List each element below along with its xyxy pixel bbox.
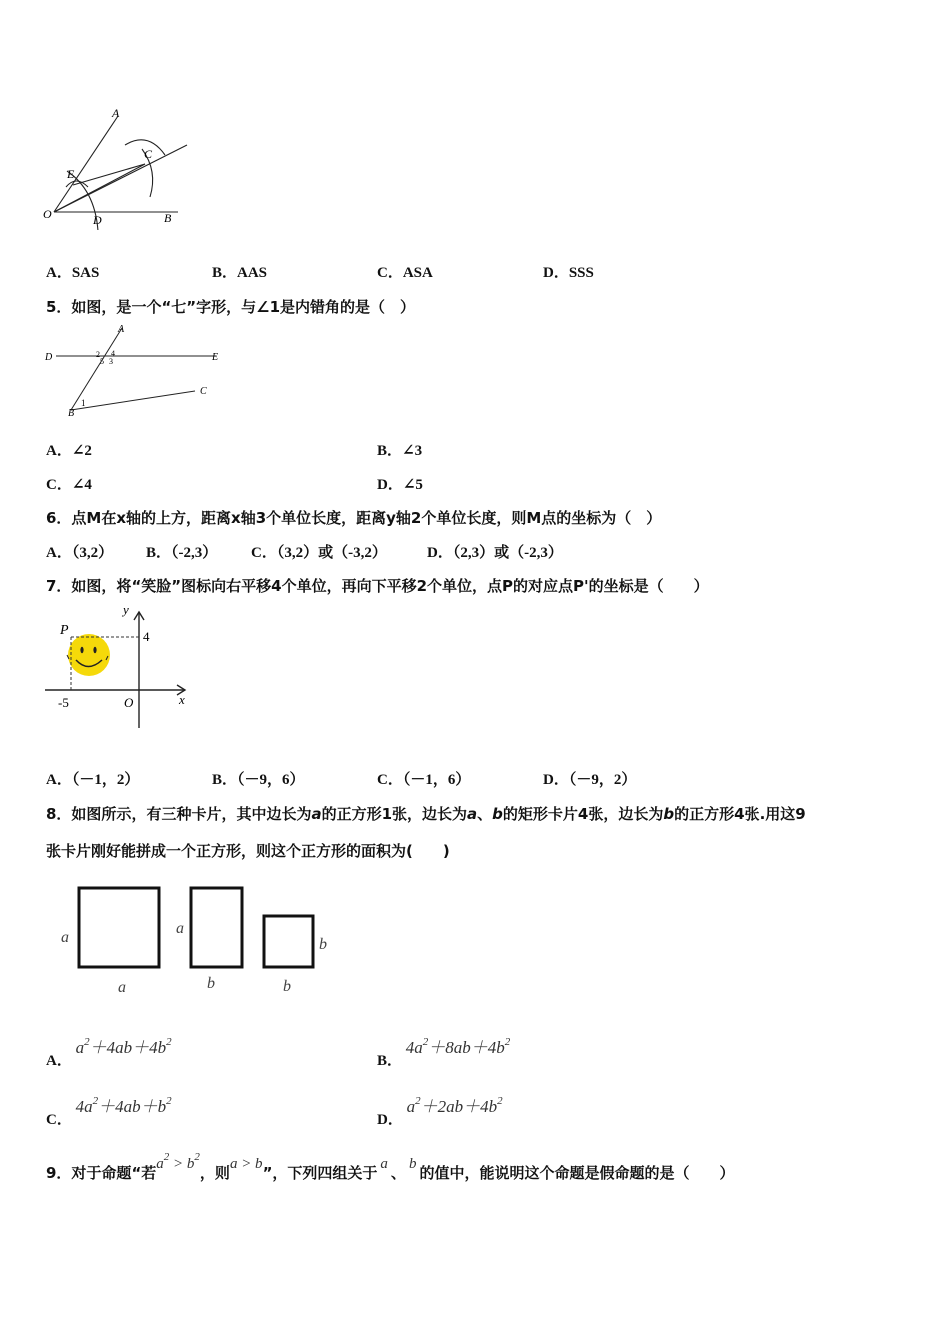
option-text: ∠5: [402, 477, 423, 493]
smiley-right-eye: [93, 647, 96, 653]
option-text: SAS: [71, 265, 100, 281]
card-square-b: [264, 916, 313, 967]
smiley-face: [68, 634, 110, 676]
exp: 2: [84, 1036, 90, 1048]
option-letter: D．: [377, 1112, 403, 1128]
term: a: [406, 1097, 416, 1116]
term: ＋4ab＋b: [98, 1097, 167, 1116]
var-a: a: [467, 805, 478, 823]
term: ＋4ab＋4b: [89, 1038, 167, 1057]
q4-option-c[interactable]: [377, 261, 433, 282]
option-letter: B．: [146, 545, 172, 561]
label-b-bottom: b: [283, 978, 291, 995]
exp: 2: [166, 1036, 172, 1048]
label-4: 4: [143, 629, 150, 644]
q8-question-line2: 张卡片刚好能拼成一个正方形，则这个正方形的面积为( ): [46, 842, 450, 860]
term: > b: [169, 1156, 195, 1172]
q7-figure: [40, 600, 200, 730]
option-formula: [76, 1038, 172, 1057]
option-text: ∠2: [71, 443, 92, 459]
exp: 2: [415, 1095, 421, 1107]
q8-text: 的正方形4张.用这9: [674, 805, 806, 823]
q8-option-c[interactable]: [46, 1092, 172, 1128]
exp: 2: [163, 1151, 170, 1163]
var-a: a: [311, 805, 322, 823]
label-x: x: [179, 692, 185, 707]
option-text: ∠4: [71, 477, 92, 493]
q6-question: 6．点M在x轴的上方，距离x轴3个单位长度，距离y轴2个单位长度，则M点的坐标为（ ）: [46, 509, 662, 527]
q7-option-c[interactable]: [377, 768, 470, 789]
option-letter: B．: [377, 443, 403, 459]
q9-text: ”，下列四组关于: [262, 1164, 378, 1182]
option-letter: D．: [377, 477, 403, 493]
q7-option-a[interactable]: [46, 768, 139, 789]
angle-5: 5: [100, 357, 104, 366]
option-letter: A．: [46, 772, 72, 788]
option-text: （-2,3）: [171, 545, 218, 561]
q8-text: 的正方形1张，边长为: [321, 805, 468, 823]
option-text: （－1，6）: [402, 772, 471, 788]
option-letter: D．: [543, 772, 569, 788]
q6-option-b[interactable]: [146, 541, 217, 562]
angle-2: 2: [96, 350, 100, 359]
option-letter: C．: [251, 545, 277, 561]
label-e: E: [67, 167, 75, 181]
q4-option-b[interactable]: [212, 261, 267, 282]
smiley-left-eye: [80, 647, 83, 653]
option-formula: [407, 1097, 503, 1116]
q9-text: 9．对于命题“若: [46, 1164, 157, 1182]
line-ba: [71, 328, 122, 410]
q6-option-d[interactable]: [427, 541, 563, 562]
label-a: A: [112, 106, 120, 120]
option-letter: B．: [212, 265, 238, 281]
label-b: B: [164, 211, 172, 225]
option-text: （－1，2）: [71, 772, 140, 788]
option-formula: [406, 1038, 511, 1057]
option-letter: D．: [543, 265, 569, 281]
q5-option-a[interactable]: [46, 439, 92, 460]
q9-text: ，则: [199, 1164, 230, 1182]
option-text: （2,3）或（-2,3）: [452, 545, 563, 561]
option-text: ASA: [402, 265, 433, 281]
label-a: A: [118, 324, 125, 335]
option-text: （－9，2）: [568, 772, 637, 788]
q9-text: 、: [390, 1164, 406, 1182]
var-b: b: [492, 805, 503, 823]
option-letter: C．: [377, 772, 403, 788]
option-letter: A．: [46, 1053, 72, 1069]
q9-math-conclusion: a > b: [229, 1156, 263, 1172]
term: 4a: [405, 1038, 423, 1057]
q8-option-a[interactable]: [46, 1033, 172, 1069]
option-letter: C．: [46, 1112, 72, 1128]
q5-question: 5．如图，是一个“七”字形，与∠1是内错角的是（ ）: [46, 298, 416, 316]
option-letter: A．: [46, 545, 72, 561]
option-text: （3,2）: [71, 545, 114, 561]
exp: 2: [194, 1151, 200, 1163]
label-minus5: -5: [58, 695, 69, 710]
q6-option-a[interactable]: [46, 541, 113, 562]
label-d: D: [45, 352, 53, 363]
q5-option-b[interactable]: [377, 439, 422, 460]
label-o: O: [43, 207, 52, 221]
q9-math-premise: [156, 1151, 200, 1172]
q9-var-a: a: [380, 1156, 388, 1172]
q8-option-b[interactable]: [377, 1033, 511, 1069]
var-b: b: [663, 805, 675, 823]
exp: 2: [497, 1095, 503, 1107]
q8-text: 8．如图所示，有三种卡片，其中边长为: [46, 805, 312, 823]
option-letter: A．: [46, 443, 72, 459]
label-c: C: [144, 147, 153, 161]
option-text: （3,2）或（-3,2）: [276, 545, 387, 561]
q8-text: 的矩形卡片4张，边长为: [502, 805, 664, 823]
angle-4: 4: [111, 349, 115, 358]
term: a: [75, 1038, 85, 1057]
q7-question: 7．如图，将“笑脸”图标向右平移4个单位，再向下平移2个单位，点P的对应点P'的坐标是（ ）: [46, 577, 709, 595]
label-e: E: [212, 352, 219, 363]
label-a-left: a: [61, 929, 69, 946]
option-letter: A．: [46, 265, 72, 281]
label-a-bottom: a: [118, 979, 126, 996]
q7-option-d[interactable]: [543, 768, 636, 789]
line-bc: [71, 391, 195, 410]
q9-question: [46, 1151, 735, 1182]
label-origin: O: [124, 695, 134, 710]
q5-figure: [40, 320, 230, 420]
option-letter: B．: [377, 1053, 403, 1069]
label-b-right: b: [319, 936, 327, 953]
term: a: [156, 1156, 164, 1172]
q6-option-c[interactable]: [251, 541, 387, 562]
label-b: B: [68, 408, 75, 419]
term: ＋2ab＋4b: [420, 1097, 498, 1116]
label-a-mid: a: [176, 920, 184, 937]
q4-figure: [40, 105, 200, 230]
q8-text: 、: [477, 805, 493, 823]
option-formula: [76, 1097, 172, 1116]
label-c: C: [200, 386, 207, 397]
option-letter: B．: [212, 772, 238, 788]
card-rect-ab: [191, 888, 242, 967]
label-b-mid: b: [207, 975, 215, 992]
q8-option-d[interactable]: [377, 1092, 503, 1128]
option-text: （－9，6）: [237, 772, 305, 788]
angle-3: 3: [109, 357, 113, 366]
q9-text: 的值中，能说明这个命题是假命题的是（ ）: [419, 1164, 735, 1182]
q5-option-c[interactable]: [46, 473, 92, 494]
q8-question-line1: [46, 803, 806, 824]
term: 4a: [75, 1097, 93, 1116]
option-text: AAS: [237, 265, 268, 281]
option-text: SSS: [568, 265, 594, 281]
label-y: y: [123, 602, 129, 617]
q4-option-d[interactable]: [543, 261, 594, 282]
option-letter: C．: [377, 265, 403, 281]
angle-1: 1: [81, 398, 86, 408]
q5-option-d[interactable]: [377, 473, 423, 494]
label-d: D: [93, 213, 102, 227]
card-square-a: [79, 888, 159, 967]
q9-var-b: b: [408, 1156, 417, 1172]
term: ＋8ab＋4b: [428, 1038, 505, 1057]
exp: 2: [422, 1036, 429, 1048]
q7-option-b[interactable]: [212, 768, 305, 789]
q4-option-a[interactable]: [46, 261, 99, 282]
option-text: ∠3: [402, 443, 423, 459]
label-p: P: [60, 623, 69, 638]
exp: 2: [92, 1095, 99, 1107]
exp: 2: [166, 1095, 172, 1107]
option-letter: D．: [427, 545, 453, 561]
ray-oa: [54, 116, 118, 212]
q8-figure: [55, 878, 345, 998]
option-letter: C．: [46, 477, 72, 493]
exp: 2: [504, 1036, 511, 1048]
